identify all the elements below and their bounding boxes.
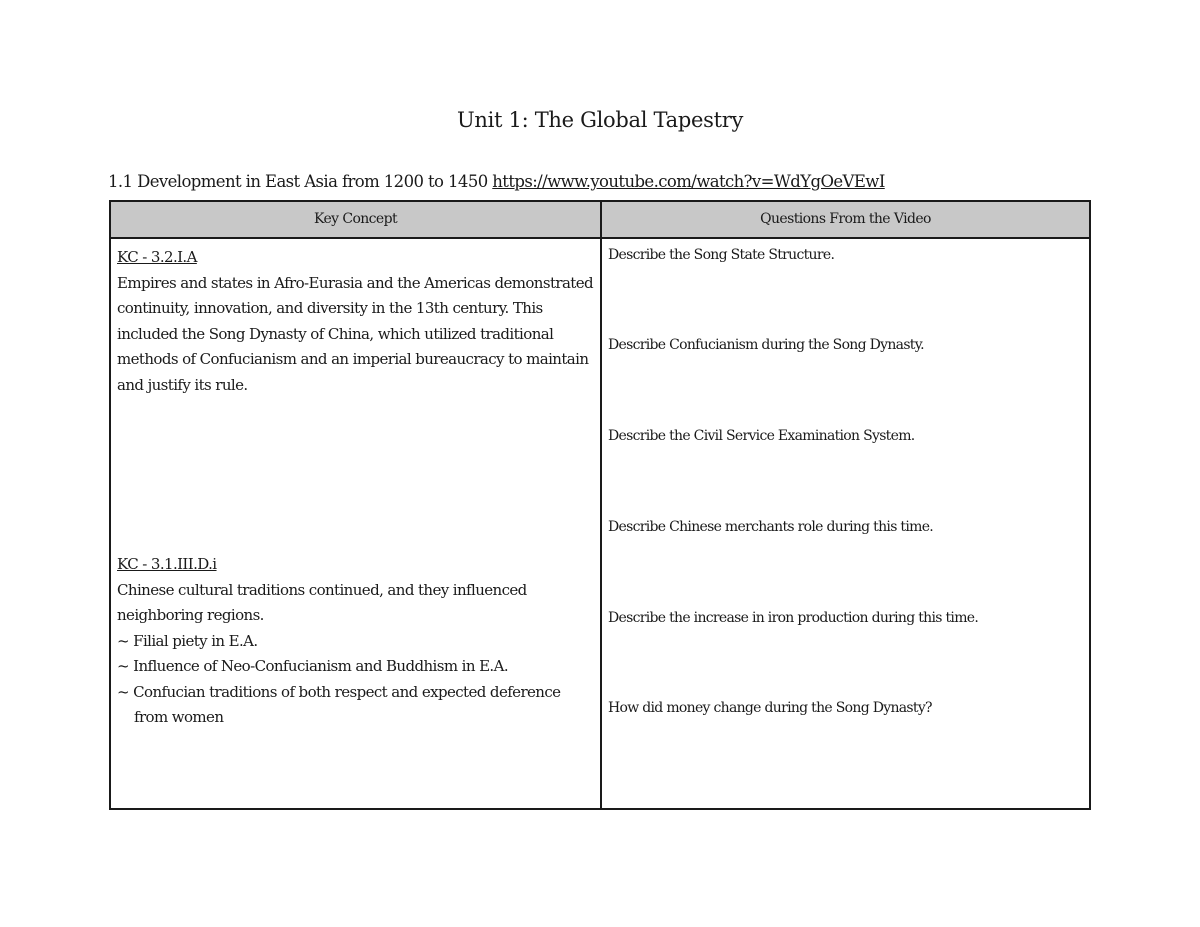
key-concept-code: KC - 3.2.I.A (117, 248, 197, 266)
concept-table (109, 200, 1091, 810)
page-title: Unit 1: The Global Tapestry (456, 108, 744, 132)
key-concept-text: Chinese cultural traditions continued, and they influenced neighboring regions. (117, 580, 527, 624)
key-concept-bullets (117, 629, 597, 731)
bullet-item: ~ Influence of Neo-Confucianism and Buddhism in E.A. (117, 657, 508, 675)
video-link[interactable]: https://www.youtube.com/watch?v=WdYgOeVEwI (492, 172, 885, 191)
column-divider (600, 202, 602, 808)
bullet-item: ~ Filial piety in E.A. (117, 631, 258, 650)
question-item: Describe the Song State Structure. (608, 247, 835, 263)
question-item: How did money change during the Song Dynasty? (608, 700, 932, 716)
header-key-concept: Key Concept (314, 211, 397, 227)
key-concept-text: Empires and states in Afro-Eurasia and the Americas demonstrated continuity, innovation, and diversity in the 13th century. This included the Song Dynasty of China, which utilized traditional methods of Confucianism and an imperial bureaucracy to maintain and justify its rule. (117, 273, 594, 394)
question-item: Describe the increase in iron production during this time. (608, 610, 979, 626)
question-item: Describe Confucianism during the Song Dynasty. (608, 337, 924, 353)
key-concept-code: KC - 3.1.III.D.i (117, 555, 217, 573)
section-label: 1.1 Development in East Asia from 1200 to 1450 (108, 172, 488, 191)
key-concept-1 (117, 245, 597, 398)
header-questions: Questions From the Video (760, 211, 931, 227)
key-concept-2 (117, 552, 597, 731)
question-item: Describe Chinese merchants role during this time. (608, 519, 934, 535)
bullet-item: ~ Confucian traditions of both respect and expected deference from women (117, 682, 561, 726)
section-heading (108, 172, 885, 191)
question-item: Describe the Civil Service Examination System. (608, 428, 915, 444)
